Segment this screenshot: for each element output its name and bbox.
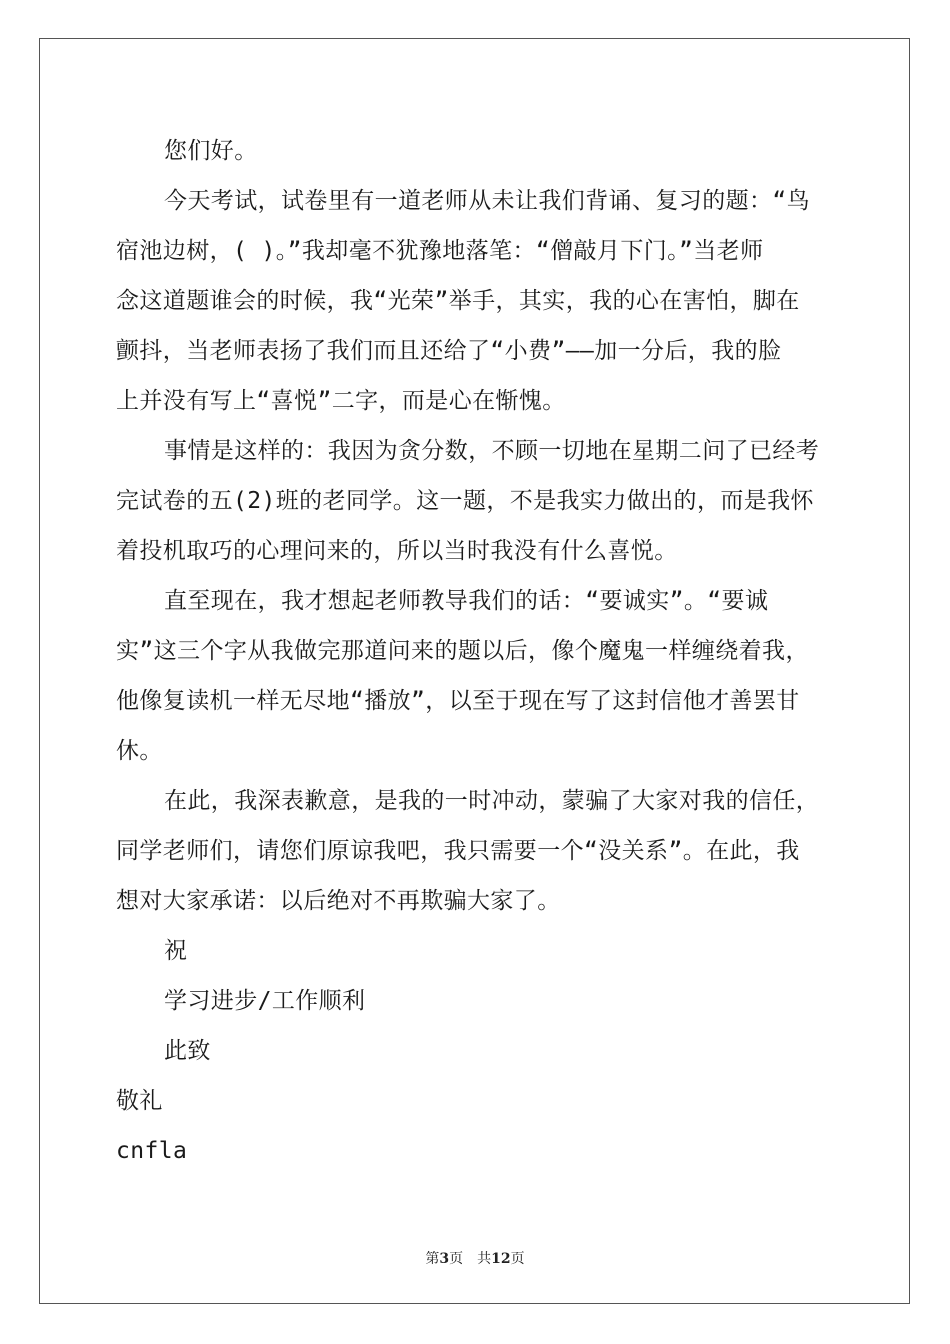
page-total: 12 bbox=[491, 1251, 511, 1267]
page-suffix: 页 bbox=[449, 1251, 464, 1267]
paragraph-apology bbox=[116, 776, 836, 926]
text-line: 宿池边树，( )。”我却毫不犹豫地落笔：“僧敲月下门。”当老师 bbox=[116, 238, 764, 264]
text-line: 在此，我深表歉意，是我的一时冲动，蒙骗了大家对我的信任， bbox=[164, 788, 820, 814]
salutation: 此致 bbox=[164, 1038, 211, 1064]
letter-body bbox=[116, 126, 836, 1176]
wish-text: 学习进步/工作顺利 bbox=[164, 988, 366, 1014]
closing-wish: 祝 bbox=[164, 938, 188, 964]
text-line: 着投机取巧的心理问来的，所以当时我没有什么喜悦。 bbox=[116, 538, 678, 564]
respect: 敬礼 bbox=[116, 1088, 163, 1114]
text-line: 实”这三个字从我做完那道问来的题以后，像个魔鬼一样缠绕着我， bbox=[116, 638, 809, 664]
page-footer bbox=[0, 1248, 950, 1268]
total-prefix: 共 bbox=[477, 1251, 492, 1267]
page-current: 3 bbox=[439, 1251, 450, 1267]
page-prefix: 第 bbox=[425, 1251, 440, 1267]
text-line: 直至现在，我才想起老师教导我们的话：“要诚实”。“要诚 bbox=[164, 588, 769, 614]
text-line: 上并没有写上“喜悦”二字，而是心在惭愧。 bbox=[116, 388, 566, 414]
total-suffix: 页 bbox=[510, 1251, 525, 1267]
paragraph-reason bbox=[116, 426, 836, 576]
text-line: 想对大家承诺：以后绝对不再欺骗大家了。 bbox=[116, 888, 561, 914]
text-line: 今天考试，试卷里有一道老师从未让我们背诵、复习的题：“鸟 bbox=[164, 188, 811, 214]
text-line: 颤抖，当老师表扬了我们而且还给了“小费”——加一分后，我的脸 bbox=[116, 338, 782, 364]
text-line: 事情是这样的：我因为贪分数，不顾一切地在星期二问了已经考 bbox=[164, 438, 820, 464]
text-line: 同学老师们，请您们原谅我吧，我只需要一个“没关系”。在此，我 bbox=[116, 838, 800, 864]
paragraph-exam bbox=[116, 176, 836, 426]
greeting-line: 您们好。 bbox=[164, 138, 258, 164]
text-line: 他像复读机一样无尽地“播放”，以至于现在写了这封信他才善罢甘 bbox=[116, 688, 800, 714]
text-line: 念这道题谁会的时候，我“光荣”举手，其实，我的心在害怕，脚在 bbox=[116, 288, 800, 314]
text-line: 完试卷的五(2)班的老同学。这一题，不是我实力做出的，而是我怀 bbox=[116, 488, 814, 514]
signature: cnfla bbox=[116, 1138, 188, 1164]
text-line: 休。 bbox=[116, 738, 163, 764]
paragraph-honesty bbox=[116, 576, 836, 776]
